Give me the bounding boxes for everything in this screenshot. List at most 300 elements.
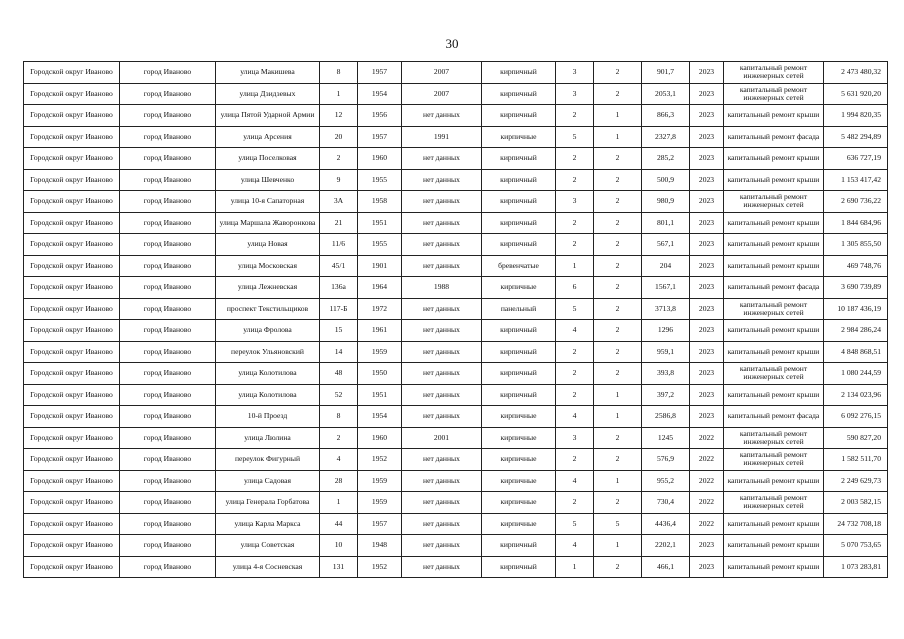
cell-area: 801,1 — [642, 212, 690, 234]
cell-floors: 2 — [556, 341, 594, 363]
cell-repair-cost: 2 249 629,73 — [824, 470, 888, 492]
cell-year-built: 1956 — [358, 105, 402, 127]
cell-house-number: 11/6 — [320, 234, 358, 256]
cell-municipality: Городской округ Иваново — [24, 320, 120, 342]
cell-entrances: 2 — [594, 212, 642, 234]
cell-municipality: Городской округ Иваново — [24, 212, 120, 234]
cell-floors: 5 — [556, 298, 594, 320]
cell-municipality: Городской округ Иваново — [24, 513, 120, 535]
cell-area: 1245 — [642, 427, 690, 449]
cell-last-repair-year: нет данных — [402, 212, 482, 234]
cell-planned-year: 2023 — [690, 341, 724, 363]
cell-year-built: 1959 — [358, 470, 402, 492]
cell-wall-material: кирпичные — [482, 492, 556, 514]
cell-last-repair-year: нет данных — [402, 470, 482, 492]
cell-floors: 4 — [556, 470, 594, 492]
cell-planned-year: 2023 — [690, 298, 724, 320]
cell-area: 285,2 — [642, 148, 690, 170]
cell-repair-cost: 1 582 511,70 — [824, 449, 888, 471]
cell-wall-material: кирпичный — [482, 341, 556, 363]
table-row — [24, 148, 888, 170]
cell-house-number: 8 — [320, 406, 358, 428]
cell-repair-cost: 5 482 294,89 — [824, 126, 888, 148]
cell-floors: 5 — [556, 126, 594, 148]
cell-street: улица Поселковая — [216, 148, 320, 170]
cell-area: 955,2 — [642, 470, 690, 492]
cell-planned-year: 2023 — [690, 556, 724, 578]
cell-repair-cost: 2 984 286,24 — [824, 320, 888, 342]
cell-floors: 3 — [556, 83, 594, 105]
cell-floors: 3 — [556, 62, 594, 84]
table-row — [24, 556, 888, 578]
cell-floors: 2 — [556, 105, 594, 127]
table-row — [24, 169, 888, 191]
table-row — [24, 406, 888, 428]
table-row — [24, 255, 888, 277]
cell-area: 397,2 — [642, 384, 690, 406]
table-row — [24, 191, 888, 213]
cell-settlement: город Иваново — [120, 169, 216, 191]
cell-planned-year: 2022 — [690, 513, 724, 535]
cell-street: 10-й Проезд — [216, 406, 320, 428]
cell-street: улица Московская — [216, 255, 320, 277]
table-row — [24, 212, 888, 234]
cell-floors: 5 — [556, 513, 594, 535]
cell-last-repair-year: нет данных — [402, 449, 482, 471]
cell-floors: 1 — [556, 556, 594, 578]
cell-year-built: 1952 — [358, 556, 402, 578]
cell-house-number: 136а — [320, 277, 358, 299]
cell-street: улица Колотилова — [216, 363, 320, 385]
cell-last-repair-year: нет данных — [402, 492, 482, 514]
cell-street: переулок Ульяновский — [216, 341, 320, 363]
table-row — [24, 126, 888, 148]
cell-floors: 4 — [556, 535, 594, 557]
cell-year-built: 1961 — [358, 320, 402, 342]
cell-entrances: 1 — [594, 126, 642, 148]
cell-planned-year: 2023 — [690, 191, 724, 213]
cell-repair-cost: 4 848 868,51 — [824, 341, 888, 363]
table-row — [24, 384, 888, 406]
cell-area: 730,4 — [642, 492, 690, 514]
cell-year-built: 1954 — [358, 83, 402, 105]
cell-wall-material: кирпичный — [482, 535, 556, 557]
cell-area: 576,9 — [642, 449, 690, 471]
cell-street: улица Садовая — [216, 470, 320, 492]
cell-repair-cost: 1 073 283,81 — [824, 556, 888, 578]
cell-house-number: 28 — [320, 470, 358, 492]
cell-house-number: 2 — [320, 427, 358, 449]
cell-settlement: город Иваново — [120, 449, 216, 471]
cell-repair-type: капитальный ремонт крыши — [724, 470, 824, 492]
cell-house-number: 10 — [320, 535, 358, 557]
cell-year-built: 1950 — [358, 363, 402, 385]
cell-wall-material: кирпичные — [482, 406, 556, 428]
cell-last-repair-year: нет данных — [402, 169, 482, 191]
cell-repair-cost: 5 631 920,20 — [824, 83, 888, 105]
cell-wall-material: кирпичные — [482, 449, 556, 471]
cell-floors: 2 — [556, 384, 594, 406]
table-row — [24, 535, 888, 557]
cell-street: улица 4-я Сосневская — [216, 556, 320, 578]
cell-last-repair-year: нет данных — [402, 298, 482, 320]
cell-repair-type: капитальный ремонт крыши — [724, 105, 824, 127]
cell-planned-year: 2023 — [690, 406, 724, 428]
cell-house-number: 1 — [320, 492, 358, 514]
cell-house-number: 44 — [320, 513, 358, 535]
cell-settlement: город Иваново — [120, 320, 216, 342]
cell-year-built: 1954 — [358, 406, 402, 428]
cell-street: улица Люлина — [216, 427, 320, 449]
cell-planned-year: 2022 — [690, 427, 724, 449]
cell-street: улица Карла Маркса — [216, 513, 320, 535]
cell-municipality: Городской округ Иваново — [24, 105, 120, 127]
cell-settlement: город Иваново — [120, 234, 216, 256]
cell-area: 466,1 — [642, 556, 690, 578]
cell-repair-type: капитальный ремонт крыши — [724, 148, 824, 170]
cell-municipality: Городской округ Иваново — [24, 234, 120, 256]
cell-wall-material: кирпичный — [482, 191, 556, 213]
cell-entrances: 2 — [594, 449, 642, 471]
cell-wall-material: кирпичные — [482, 277, 556, 299]
cell-repair-cost: 5 070 753,65 — [824, 535, 888, 557]
cell-repair-type: капитальный ремонт фасада — [724, 277, 824, 299]
cell-repair-cost: 2 690 736,22 — [824, 191, 888, 213]
cell-repair-type: капитальный ремонт крыши — [724, 535, 824, 557]
cell-entrances: 2 — [594, 83, 642, 105]
cell-settlement: город Иваново — [120, 470, 216, 492]
cell-municipality: Городской округ Иваново — [24, 277, 120, 299]
cell-wall-material: кирпичный — [482, 363, 556, 385]
cell-year-built: 1955 — [358, 234, 402, 256]
cell-entrances: 2 — [594, 320, 642, 342]
cell-street: улица Колотилова — [216, 384, 320, 406]
cell-repair-cost: 6 092 276,15 — [824, 406, 888, 428]
cell-settlement: город Иваново — [120, 191, 216, 213]
cell-last-repair-year: 2007 — [402, 83, 482, 105]
cell-planned-year: 2023 — [690, 212, 724, 234]
cell-municipality: Городской округ Иваново — [24, 427, 120, 449]
cell-planned-year: 2023 — [690, 255, 724, 277]
cell-wall-material: бревенчатые — [482, 255, 556, 277]
cell-planned-year: 2023 — [690, 234, 724, 256]
cell-settlement: город Иваново — [120, 212, 216, 234]
cell-planned-year: 2023 — [690, 62, 724, 84]
cell-entrances: 2 — [594, 556, 642, 578]
cell-wall-material: кирпичные — [482, 470, 556, 492]
cell-floors: 2 — [556, 169, 594, 191]
cell-area: 3713,8 — [642, 298, 690, 320]
table-row — [24, 363, 888, 385]
cell-house-number: 12 — [320, 105, 358, 127]
cell-entrances: 2 — [594, 255, 642, 277]
cell-municipality: Городской округ Иваново — [24, 83, 120, 105]
cell-planned-year: 2023 — [690, 277, 724, 299]
cell-planned-year: 2023 — [690, 148, 724, 170]
cell-repair-cost: 2 134 023,96 — [824, 384, 888, 406]
cell-wall-material: кирпичный — [482, 83, 556, 105]
cell-house-number: 15 — [320, 320, 358, 342]
table-row — [24, 427, 888, 449]
cell-repair-cost: 1 305 855,50 — [824, 234, 888, 256]
cell-last-repair-year: 2007 — [402, 62, 482, 84]
cell-entrances: 1 — [594, 470, 642, 492]
cell-house-number: 3А — [320, 191, 358, 213]
cell-floors: 2 — [556, 234, 594, 256]
page-number: 30 — [445, 36, 459, 51]
cell-floors: 2 — [556, 148, 594, 170]
cell-entrances: 5 — [594, 513, 642, 535]
cell-municipality: Городской округ Иваново — [24, 298, 120, 320]
table-row — [24, 62, 888, 84]
cell-last-repair-year: 1988 — [402, 277, 482, 299]
cell-year-built: 1955 — [358, 169, 402, 191]
cell-entrances: 2 — [594, 169, 642, 191]
cell-repair-type: капитальный ремонт фасада — [724, 406, 824, 428]
cell-municipality: Городской округ Иваново — [24, 406, 120, 428]
cell-area: 2327,8 — [642, 126, 690, 148]
cell-repair-type: капитальный ремонт крыши — [724, 556, 824, 578]
cell-area: 393,8 — [642, 363, 690, 385]
cell-planned-year: 2022 — [690, 470, 724, 492]
cell-repair-cost: 1 153 417,42 — [824, 169, 888, 191]
cell-street: улица Генерала Горбатова — [216, 492, 320, 514]
table-row — [24, 320, 888, 342]
table-row — [24, 105, 888, 127]
cell-repair-cost: 469 748,76 — [824, 255, 888, 277]
cell-street: улица Маршала Жаворонкова — [216, 212, 320, 234]
cell-entrances: 2 — [594, 341, 642, 363]
table-row — [24, 470, 888, 492]
cell-last-repair-year: нет данных — [402, 384, 482, 406]
cell-repair-cost: 2 003 582,15 — [824, 492, 888, 514]
cell-last-repair-year: нет данных — [402, 320, 482, 342]
cell-repair-type: капитальный ремонт крыши — [724, 212, 824, 234]
cell-planned-year: 2022 — [690, 492, 724, 514]
cell-year-built: 1951 — [358, 212, 402, 234]
cell-last-repair-year: нет данных — [402, 363, 482, 385]
cell-planned-year: 2023 — [690, 535, 724, 557]
cell-year-built: 1957 — [358, 513, 402, 535]
cell-settlement: город Иваново — [120, 83, 216, 105]
cell-area: 204 — [642, 255, 690, 277]
cell-entrances: 2 — [594, 148, 642, 170]
cell-wall-material: кирпичный — [482, 384, 556, 406]
cell-house-number: 1 — [320, 83, 358, 105]
cell-repair-cost: 3 690 739,89 — [824, 277, 888, 299]
cell-settlement: город Иваново — [120, 427, 216, 449]
table-body — [24, 62, 888, 578]
cell-year-built: 1948 — [358, 535, 402, 557]
cell-wall-material: кирпичные — [482, 427, 556, 449]
cell-repair-type: капитальный ремонт фасада — [724, 126, 824, 148]
cell-house-number: 2 — [320, 148, 358, 170]
cell-wall-material: кирпичный — [482, 556, 556, 578]
cell-entrances: 1 — [594, 406, 642, 428]
cell-planned-year: 2022 — [690, 449, 724, 471]
cell-municipality: Городской округ Иваново — [24, 255, 120, 277]
cell-area: 2202,1 — [642, 535, 690, 557]
cell-repair-type: капитальный ремонт инженерных сетей — [724, 449, 824, 471]
cell-planned-year: 2023 — [690, 320, 724, 342]
cell-entrances: 2 — [594, 234, 642, 256]
cell-house-number: 45/1 — [320, 255, 358, 277]
cell-repair-type: капитальный ремонт инженерных сетей — [724, 83, 824, 105]
cell-municipality: Городской округ Иваново — [24, 449, 120, 471]
cell-wall-material: кирпичный — [482, 105, 556, 127]
cell-repair-cost: 1 994 820,35 — [824, 105, 888, 127]
cell-year-built: 1952 — [358, 449, 402, 471]
cell-wall-material: кирпичные — [482, 126, 556, 148]
cell-settlement: город Иваново — [120, 535, 216, 557]
cell-settlement: город Иваново — [120, 148, 216, 170]
cell-floors: 4 — [556, 406, 594, 428]
table-row — [24, 341, 888, 363]
cell-house-number: 8 — [320, 62, 358, 84]
cell-street: проспект Текстильщиков — [216, 298, 320, 320]
cell-municipality: Городской округ Иваново — [24, 169, 120, 191]
cell-settlement: город Иваново — [120, 126, 216, 148]
cell-area: 1296 — [642, 320, 690, 342]
cell-last-repair-year: 2001 — [402, 427, 482, 449]
cell-wall-material: кирпичный — [482, 320, 556, 342]
cell-municipality: Городской округ Иваново — [24, 556, 120, 578]
housing-repair-table — [23, 61, 888, 578]
cell-repair-cost: 636 727,19 — [824, 148, 888, 170]
cell-last-repair-year: нет данных — [402, 191, 482, 213]
cell-municipality: Городской округ Иваново — [24, 126, 120, 148]
cell-municipality: Городской округ Иваново — [24, 470, 120, 492]
cell-entrances: 2 — [594, 298, 642, 320]
cell-last-repair-year: нет данных — [402, 234, 482, 256]
cell-settlement: город Иваново — [120, 384, 216, 406]
cell-entrances: 1 — [594, 384, 642, 406]
cell-settlement: город Иваново — [120, 556, 216, 578]
cell-settlement: город Иваново — [120, 363, 216, 385]
cell-last-repair-year: нет данных — [402, 513, 482, 535]
cell-repair-cost: 10 187 436,19 — [824, 298, 888, 320]
cell-wall-material: кирпичный — [482, 62, 556, 84]
table-row — [24, 513, 888, 535]
cell-area: 567,1 — [642, 234, 690, 256]
cell-wall-material: кирпичный — [482, 234, 556, 256]
cell-area: 959,1 — [642, 341, 690, 363]
cell-floors: 1 — [556, 255, 594, 277]
cell-municipality: Городской округ Иваново — [24, 384, 120, 406]
cell-planned-year: 2023 — [690, 126, 724, 148]
cell-settlement: город Иваново — [120, 341, 216, 363]
cell-year-built: 1958 — [358, 191, 402, 213]
cell-entrances: 2 — [594, 363, 642, 385]
cell-wall-material: панельный — [482, 298, 556, 320]
table-row — [24, 83, 888, 105]
cell-last-repair-year: нет данных — [402, 535, 482, 557]
cell-area: 1567,1 — [642, 277, 690, 299]
cell-street: улица 10-я Сапаторная — [216, 191, 320, 213]
cell-repair-type: капитальный ремонт крыши — [724, 320, 824, 342]
cell-year-built: 1959 — [358, 341, 402, 363]
cell-house-number: 48 — [320, 363, 358, 385]
cell-street: улица Арсения — [216, 126, 320, 148]
cell-street: улица Новая — [216, 234, 320, 256]
cell-settlement: город Иваново — [120, 62, 216, 84]
cell-floors: 3 — [556, 427, 594, 449]
cell-settlement: город Иваново — [120, 513, 216, 535]
cell-planned-year: 2023 — [690, 105, 724, 127]
cell-street: улица Дзидзевых — [216, 83, 320, 105]
cell-settlement: город Иваново — [120, 255, 216, 277]
cell-last-repair-year: нет данных — [402, 105, 482, 127]
cell-year-built: 1957 — [358, 126, 402, 148]
table-row — [24, 449, 888, 471]
cell-municipality: Городской округ Иваново — [24, 191, 120, 213]
cell-year-built: 1960 — [358, 148, 402, 170]
cell-street: улица Лежневская — [216, 277, 320, 299]
cell-repair-cost: 24 732 708,18 — [824, 513, 888, 535]
cell-street: улица Фролова — [216, 320, 320, 342]
cell-street: улица Советская — [216, 535, 320, 557]
cell-repair-type: капитальный ремонт инженерных сетей — [724, 298, 824, 320]
cell-last-repair-year: нет данных — [402, 255, 482, 277]
cell-area: 901,7 — [642, 62, 690, 84]
cell-entrances: 2 — [594, 62, 642, 84]
cell-floors: 2 — [556, 363, 594, 385]
cell-house-number: 14 — [320, 341, 358, 363]
cell-floors: 4 — [556, 320, 594, 342]
cell-year-built: 1951 — [358, 384, 402, 406]
cell-floors: 6 — [556, 277, 594, 299]
cell-house-number: 9 — [320, 169, 358, 191]
cell-year-built: 1964 — [358, 277, 402, 299]
cell-settlement: город Иваново — [120, 492, 216, 514]
cell-settlement: город Иваново — [120, 406, 216, 428]
cell-house-number: 4 — [320, 449, 358, 471]
cell-municipality: Городской округ Иваново — [24, 62, 120, 84]
cell-last-repair-year: 1991 — [402, 126, 482, 148]
cell-street: улица Пятой Ударной Армии — [216, 105, 320, 127]
cell-municipality: Городской округ Иваново — [24, 341, 120, 363]
cell-repair-type: капитальный ремонт инженерных сетей — [724, 363, 824, 385]
cell-repair-type: капитальный ремонт крыши — [724, 384, 824, 406]
cell-repair-type: капитальный ремонт инженерных сетей — [724, 191, 824, 213]
cell-planned-year: 2023 — [690, 384, 724, 406]
cell-year-built: 1957 — [358, 62, 402, 84]
cell-last-repair-year: нет данных — [402, 148, 482, 170]
cell-last-repair-year: нет данных — [402, 341, 482, 363]
cell-area: 2586,8 — [642, 406, 690, 428]
cell-municipality: Городской округ Иваново — [24, 363, 120, 385]
cell-last-repair-year: нет данных — [402, 556, 482, 578]
cell-municipality: Городской округ Иваново — [24, 535, 120, 557]
cell-floors: 2 — [556, 212, 594, 234]
cell-repair-type: капитальный ремонт инженерных сетей — [724, 62, 824, 84]
cell-repair-cost: 2 473 480,32 — [824, 62, 888, 84]
cell-street: улица Шевченко — [216, 169, 320, 191]
table-row — [24, 234, 888, 256]
cell-settlement: город Иваново — [120, 298, 216, 320]
cell-entrances: 2 — [594, 277, 642, 299]
cell-wall-material: кирпичный — [482, 169, 556, 191]
cell-repair-type: капитальный ремонт инженерных сетей — [724, 427, 824, 449]
cell-settlement: город Иваново — [120, 277, 216, 299]
cell-repair-type: капитальный ремонт крыши — [724, 234, 824, 256]
cell-settlement: город Иваново — [120, 105, 216, 127]
cell-area: 980,9 — [642, 191, 690, 213]
cell-repair-type: капитальный ремонт крыши — [724, 255, 824, 277]
cell-entrances: 1 — [594, 535, 642, 557]
cell-house-number: 117-Б — [320, 298, 358, 320]
cell-house-number: 21 — [320, 212, 358, 234]
